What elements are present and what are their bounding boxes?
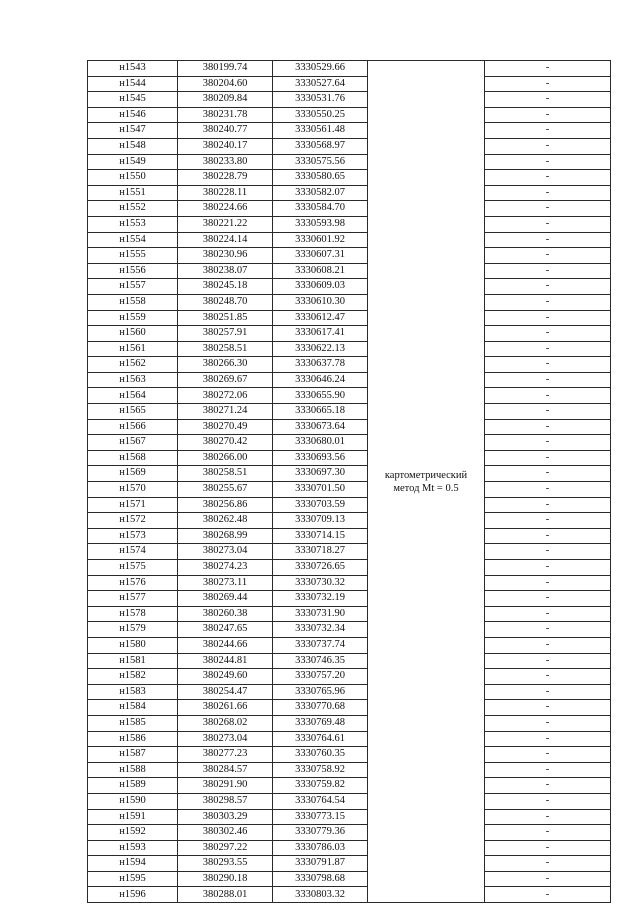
note-cell: - — [485, 591, 611, 607]
table-row — [88, 372, 611, 388]
table-row — [88, 825, 611, 841]
point-id-cell: н1544 — [88, 76, 178, 92]
note-cell: - — [485, 684, 611, 700]
table-row — [88, 341, 611, 357]
x-coordinate-cell: 380302.46 — [178, 825, 273, 841]
y-coordinate-cell: 3330582.07 — [273, 185, 368, 201]
y-coordinate-cell: 3330529.66 — [273, 61, 368, 77]
y-coordinate-cell: 3330593.98 — [273, 216, 368, 232]
note-cell: - — [485, 497, 611, 513]
table-row — [88, 279, 611, 295]
point-id-cell: н1545 — [88, 92, 178, 108]
note-cell: - — [485, 560, 611, 576]
point-id-cell: н1558 — [88, 294, 178, 310]
y-coordinate-cell: 3330764.61 — [273, 731, 368, 747]
y-coordinate-cell: 3330601.92 — [273, 232, 368, 248]
note-cell: - — [485, 388, 611, 404]
note-cell: - — [485, 809, 611, 825]
y-coordinate-cell: 3330786.03 — [273, 840, 368, 856]
note-cell: - — [485, 528, 611, 544]
point-id-cell: н1550 — [88, 170, 178, 186]
point-id-cell: н1594 — [88, 856, 178, 872]
y-coordinate-cell: 3330758.92 — [273, 762, 368, 778]
note-cell: - — [485, 887, 611, 903]
point-id-cell: н1559 — [88, 310, 178, 326]
x-coordinate-cell: 380247.65 — [178, 622, 273, 638]
x-coordinate-cell: 380288.01 — [178, 887, 273, 903]
point-id-cell: н1564 — [88, 388, 178, 404]
table-row — [88, 497, 611, 513]
x-coordinate-cell: 380256.86 — [178, 497, 273, 513]
point-id-cell: н1583 — [88, 684, 178, 700]
x-coordinate-cell: 380249.60 — [178, 669, 273, 685]
note-cell: - — [485, 357, 611, 373]
table-row — [88, 154, 611, 170]
point-id-cell: н1557 — [88, 279, 178, 295]
x-coordinate-cell: 380230.96 — [178, 248, 273, 264]
note-cell: - — [485, 263, 611, 279]
point-id-cell: н1572 — [88, 513, 178, 529]
x-coordinate-cell: 380245.18 — [178, 279, 273, 295]
x-coordinate-cell: 380257.91 — [178, 326, 273, 342]
x-coordinate-cell: 380233.80 — [178, 154, 273, 170]
y-coordinate-cell: 3330730.32 — [273, 575, 368, 591]
note-cell: - — [485, 341, 611, 357]
x-coordinate-cell: 380271.24 — [178, 404, 273, 420]
y-coordinate-cell: 3330779.36 — [273, 825, 368, 841]
method-cell: картометрический метод Mt = 0.5 — [368, 61, 485, 903]
y-coordinate-cell: 3330746.35 — [273, 653, 368, 669]
note-cell: - — [485, 154, 611, 170]
note-cell: - — [485, 606, 611, 622]
table-row — [88, 591, 611, 607]
note-cell: - — [485, 622, 611, 638]
x-coordinate-cell: 380244.81 — [178, 653, 273, 669]
y-coordinate-cell: 3330759.82 — [273, 778, 368, 794]
x-coordinate-cell: 380228.79 — [178, 170, 273, 186]
y-coordinate-cell: 3330612.47 — [273, 310, 368, 326]
table-row — [88, 747, 611, 763]
table-row — [88, 653, 611, 669]
y-coordinate-cell: 3330803.32 — [273, 887, 368, 903]
note-cell: - — [485, 185, 611, 201]
note-cell: - — [485, 326, 611, 342]
point-id-cell: н1596 — [88, 887, 178, 903]
x-coordinate-cell: 380260.38 — [178, 606, 273, 622]
x-coordinate-cell: 380224.14 — [178, 232, 273, 248]
point-id-cell: н1570 — [88, 482, 178, 498]
point-id-cell: н1543 — [88, 61, 178, 77]
y-coordinate-cell: 3330608.21 — [273, 263, 368, 279]
note-cell: - — [485, 700, 611, 716]
note-cell: - — [485, 310, 611, 326]
x-coordinate-cell: 380224.66 — [178, 201, 273, 217]
table-row — [88, 466, 611, 482]
y-coordinate-cell: 3330798.68 — [273, 871, 368, 887]
x-coordinate-cell: 380284.57 — [178, 762, 273, 778]
table-row — [88, 482, 611, 498]
point-id-cell: н1565 — [88, 404, 178, 420]
x-coordinate-cell: 380269.67 — [178, 372, 273, 388]
x-coordinate-cell: 380240.17 — [178, 138, 273, 154]
point-id-cell: н1573 — [88, 528, 178, 544]
note-cell: - — [485, 450, 611, 466]
y-coordinate-cell: 3330714.15 — [273, 528, 368, 544]
x-coordinate-cell: 380240.77 — [178, 123, 273, 139]
point-id-cell: н1581 — [88, 653, 178, 669]
y-coordinate-cell: 3330550.25 — [273, 107, 368, 123]
table-row — [88, 138, 611, 154]
note-cell: - — [485, 793, 611, 809]
note-cell: - — [485, 76, 611, 92]
point-id-cell: н1567 — [88, 435, 178, 451]
table-row — [88, 700, 611, 716]
table-row — [88, 606, 611, 622]
x-coordinate-cell: 380303.29 — [178, 809, 273, 825]
note-cell: - — [485, 404, 611, 420]
table-row — [88, 170, 611, 186]
x-coordinate-cell: 380297.22 — [178, 840, 273, 856]
y-coordinate-cell: 3330637.78 — [273, 357, 368, 373]
y-coordinate-cell: 3330732.19 — [273, 591, 368, 607]
point-id-cell: н1552 — [88, 201, 178, 217]
point-id-cell: н1589 — [88, 778, 178, 794]
point-id-cell: н1551 — [88, 185, 178, 201]
point-id-cell: н1569 — [88, 466, 178, 482]
note-cell: - — [485, 92, 611, 108]
table-row — [88, 216, 611, 232]
table-row — [88, 450, 611, 466]
table-row — [88, 248, 611, 264]
note-cell: - — [485, 840, 611, 856]
table-row — [88, 637, 611, 653]
point-id-cell: н1568 — [88, 450, 178, 466]
x-coordinate-cell: 380277.23 — [178, 747, 273, 763]
note-cell: - — [485, 419, 611, 435]
y-coordinate-cell: 3330731.90 — [273, 606, 368, 622]
x-coordinate-cell: 380261.66 — [178, 700, 273, 716]
y-coordinate-cell: 3330680.01 — [273, 435, 368, 451]
point-id-cell: н1591 — [88, 809, 178, 825]
note-cell: - — [485, 138, 611, 154]
y-coordinate-cell: 3330773.15 — [273, 809, 368, 825]
y-coordinate-cell: 3330646.24 — [273, 372, 368, 388]
y-coordinate-cell: 3330609.03 — [273, 279, 368, 295]
note-cell: - — [485, 778, 611, 794]
point-id-cell: н1560 — [88, 326, 178, 342]
x-coordinate-cell: 380274.23 — [178, 560, 273, 576]
x-coordinate-cell: 380266.30 — [178, 357, 273, 373]
y-coordinate-cell: 3330770.68 — [273, 700, 368, 716]
table-row — [88, 544, 611, 560]
x-coordinate-cell: 380255.67 — [178, 482, 273, 498]
point-id-cell: н1547 — [88, 123, 178, 139]
table-row — [88, 622, 611, 638]
table-row — [88, 793, 611, 809]
note-cell: - — [485, 435, 611, 451]
y-coordinate-cell: 3330655.90 — [273, 388, 368, 404]
table-row — [88, 840, 611, 856]
note-cell: - — [485, 575, 611, 591]
table-row — [88, 419, 611, 435]
table-row — [88, 76, 611, 92]
x-coordinate-cell: 380266.00 — [178, 450, 273, 466]
table-row — [88, 263, 611, 279]
note-cell: - — [485, 715, 611, 731]
coordinates-table — [87, 60, 611, 903]
point-id-cell: н1584 — [88, 700, 178, 716]
x-coordinate-cell: 380273.04 — [178, 731, 273, 747]
y-coordinate-cell: 3330703.59 — [273, 497, 368, 513]
x-coordinate-cell: 380270.42 — [178, 435, 273, 451]
point-id-cell: н1555 — [88, 248, 178, 264]
y-coordinate-cell: 3330580.65 — [273, 170, 368, 186]
note-cell: - — [485, 232, 611, 248]
table-row — [88, 575, 611, 591]
x-coordinate-cell: 380272.06 — [178, 388, 273, 404]
y-coordinate-cell: 3330769.48 — [273, 715, 368, 731]
point-id-cell: н1580 — [88, 637, 178, 653]
note-cell: - — [485, 201, 611, 217]
x-coordinate-cell: 380270.49 — [178, 419, 273, 435]
point-id-cell: н1561 — [88, 341, 178, 357]
point-id-cell: н1563 — [88, 372, 178, 388]
y-coordinate-cell: 3330765.96 — [273, 684, 368, 700]
point-id-cell: н1578 — [88, 606, 178, 622]
table-row — [88, 435, 611, 451]
y-coordinate-cell: 3330531.76 — [273, 92, 368, 108]
table-row — [88, 107, 611, 123]
x-coordinate-cell: 380273.11 — [178, 575, 273, 591]
y-coordinate-cell: 3330617.41 — [273, 326, 368, 342]
x-coordinate-cell: 380258.51 — [178, 466, 273, 482]
point-id-cell: н1592 — [88, 825, 178, 841]
note-cell: - — [485, 653, 611, 669]
y-coordinate-cell: 3330757.20 — [273, 669, 368, 685]
x-coordinate-cell: 380244.66 — [178, 637, 273, 653]
note-cell: - — [485, 248, 611, 264]
note-cell: - — [485, 637, 611, 653]
y-coordinate-cell: 3330575.56 — [273, 154, 368, 170]
note-cell: - — [485, 123, 611, 139]
note-cell: - — [485, 513, 611, 529]
note-cell: - — [485, 544, 611, 560]
note-cell: - — [485, 107, 611, 123]
point-id-cell: н1548 — [88, 138, 178, 154]
x-coordinate-cell: 380268.99 — [178, 528, 273, 544]
y-coordinate-cell: 3330732.34 — [273, 622, 368, 638]
point-id-cell: н1566 — [88, 419, 178, 435]
table-row — [88, 715, 611, 731]
point-id-cell: н1590 — [88, 793, 178, 809]
note-cell: - — [485, 372, 611, 388]
table-row — [88, 731, 611, 747]
y-coordinate-cell: 3330709.13 — [273, 513, 368, 529]
x-coordinate-cell: 380248.70 — [178, 294, 273, 310]
note-cell: - — [485, 762, 611, 778]
point-id-cell: н1577 — [88, 591, 178, 607]
table-row — [88, 528, 611, 544]
y-coordinate-cell: 3330568.97 — [273, 138, 368, 154]
table-row — [88, 669, 611, 685]
x-coordinate-cell: 380269.44 — [178, 591, 273, 607]
point-id-cell: н1553 — [88, 216, 178, 232]
table-row — [88, 201, 611, 217]
y-coordinate-cell: 3330673.64 — [273, 419, 368, 435]
x-coordinate-cell: 380238.07 — [178, 263, 273, 279]
x-coordinate-cell: 380293.55 — [178, 856, 273, 872]
y-coordinate-cell: 3330764.54 — [273, 793, 368, 809]
note-cell: - — [485, 216, 611, 232]
point-id-cell: н1576 — [88, 575, 178, 591]
point-id-cell: н1571 — [88, 497, 178, 513]
x-coordinate-cell: 380231.78 — [178, 107, 273, 123]
table-row — [88, 185, 611, 201]
table-row — [88, 560, 611, 576]
x-coordinate-cell: 380290.18 — [178, 871, 273, 887]
point-id-cell: н1587 — [88, 747, 178, 763]
table-row — [88, 887, 611, 903]
table-row — [88, 809, 611, 825]
note-cell: - — [485, 669, 611, 685]
y-coordinate-cell: 3330737.74 — [273, 637, 368, 653]
note-cell: - — [485, 294, 611, 310]
table-row — [88, 404, 611, 420]
y-coordinate-cell: 3330610.30 — [273, 294, 368, 310]
point-id-cell: н1582 — [88, 669, 178, 685]
table-row — [88, 762, 611, 778]
y-coordinate-cell: 3330665.18 — [273, 404, 368, 420]
table-row — [88, 357, 611, 373]
point-id-cell: н1588 — [88, 762, 178, 778]
table-row — [88, 92, 611, 108]
table-row — [88, 388, 611, 404]
table-row — [88, 684, 611, 700]
point-id-cell: н1546 — [88, 107, 178, 123]
x-coordinate-cell: 380258.51 — [178, 341, 273, 357]
x-coordinate-cell: 380273.04 — [178, 544, 273, 560]
point-id-cell: н1549 — [88, 154, 178, 170]
y-coordinate-cell: 3330718.27 — [273, 544, 368, 560]
y-coordinate-cell: 3330561.48 — [273, 123, 368, 139]
x-coordinate-cell: 380221.22 — [178, 216, 273, 232]
y-coordinate-cell: 3330607.31 — [273, 248, 368, 264]
note-cell: - — [485, 871, 611, 887]
point-id-cell: н1585 — [88, 715, 178, 731]
point-id-cell: н1595 — [88, 871, 178, 887]
table-row — [88, 513, 611, 529]
table-row — [88, 326, 611, 342]
x-coordinate-cell: 380228.11 — [178, 185, 273, 201]
y-coordinate-cell: 3330791.87 — [273, 856, 368, 872]
table-row — [88, 232, 611, 248]
point-id-cell: н1586 — [88, 731, 178, 747]
note-cell: - — [485, 747, 611, 763]
note-cell: - — [485, 856, 611, 872]
table-row — [88, 61, 611, 77]
x-coordinate-cell: 380209.84 — [178, 92, 273, 108]
x-coordinate-cell: 380199.74 — [178, 61, 273, 77]
x-coordinate-cell: 380204.60 — [178, 76, 273, 92]
y-coordinate-cell: 3330527.64 — [273, 76, 368, 92]
table-row — [88, 123, 611, 139]
point-id-cell: н1575 — [88, 560, 178, 576]
y-coordinate-cell: 3330693.56 — [273, 450, 368, 466]
y-coordinate-cell: 3330584.70 — [273, 201, 368, 217]
note-cell: - — [485, 279, 611, 295]
point-id-cell: н1579 — [88, 622, 178, 638]
point-id-cell: н1574 — [88, 544, 178, 560]
table-row — [88, 778, 611, 794]
x-coordinate-cell: 380251.85 — [178, 310, 273, 326]
x-coordinate-cell: 380291.90 — [178, 778, 273, 794]
note-cell: - — [485, 825, 611, 841]
table-row — [88, 856, 611, 872]
point-id-cell: н1593 — [88, 840, 178, 856]
point-id-cell: н1562 — [88, 357, 178, 373]
y-coordinate-cell: 3330726.65 — [273, 560, 368, 576]
x-coordinate-cell: 380298.57 — [178, 793, 273, 809]
x-coordinate-cell: 380254.47 — [178, 684, 273, 700]
table-row — [88, 310, 611, 326]
y-coordinate-cell: 3330697.30 — [273, 466, 368, 482]
y-coordinate-cell: 3330760.35 — [273, 747, 368, 763]
note-cell: - — [485, 61, 611, 77]
coordinates-table-body — [88, 61, 611, 903]
table-row — [88, 294, 611, 310]
note-cell: - — [485, 731, 611, 747]
y-coordinate-cell: 3330622.13 — [273, 341, 368, 357]
y-coordinate-cell: 3330701.50 — [273, 482, 368, 498]
note-cell: - — [485, 466, 611, 482]
point-id-cell: н1554 — [88, 232, 178, 248]
point-id-cell: н1556 — [88, 263, 178, 279]
x-coordinate-cell: 380268.02 — [178, 715, 273, 731]
table-row — [88, 871, 611, 887]
x-coordinate-cell: 380262.48 — [178, 513, 273, 529]
note-cell: - — [485, 170, 611, 186]
note-cell: - — [485, 482, 611, 498]
